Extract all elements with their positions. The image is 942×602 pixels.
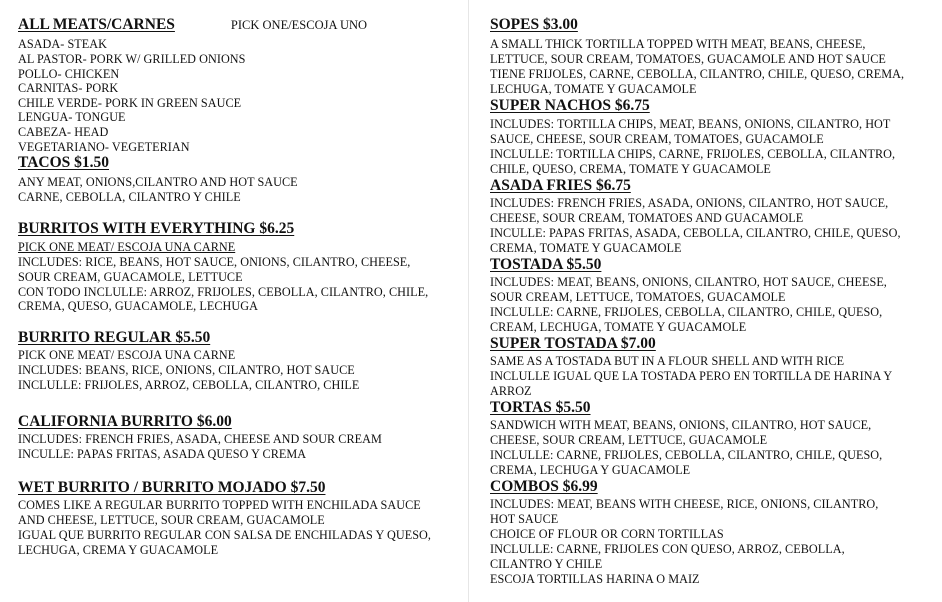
meats-heading [18, 16, 367, 34]
meat-item: POLLO- CHICKEN [18, 67, 120, 81]
california-burrito-heading: CALIFORNIA BURRITO $6.00 [18, 413, 232, 430]
sopes-line: LECHUGA, TOMATE Y GUACAMOLE [490, 82, 697, 96]
super-nachos-line: INCLUDES: TORTILLA CHIPS, MEAT, BEANS, ONIONS, CILANTRO, HOT [490, 117, 891, 131]
burritos-everything-line: INCLUDES: RICE, BEANS, HOT SAUCE, ONIONS, CILANTRO, CHEESE, [18, 255, 411, 269]
burrito-regular-heading: BURRITO REGULAR $5.50 [18, 329, 211, 346]
asada-fries-line: INCULLE: PAPAS FRITAS, ASADA, CEBOLLA, CILANTRO, CHILE, QUESO, [490, 226, 901, 240]
tostada-line: INCLUDES: MEAT, BEANS, ONIONS, CILANTRO, HOT SAUCE, CHEESE, [490, 275, 887, 289]
combos-line: INCLULLE: CARNE, FRIJOLES CON QUESO, ARROZ, CEBOLLA, [490, 542, 845, 556]
burrito-regular-line: PICK ONE MEAT/ ESCOJA UNA CARNE [18, 348, 236, 362]
wet-burrito-line: AND CHEESE, LETTUCE, SOUR CREAM, GUACAMOLE [18, 513, 325, 527]
tortas-line: SANDWICH WITH MEAT, BEANS, ONIONS, CILANTRO, HOT SAUCE, [490, 418, 872, 432]
wet-burrito-line: LECHUGA, CREMA Y GUACAMOLE [18, 543, 219, 557]
meat-item: CARNITAS- PORK [18, 81, 119, 95]
super-nachos-line: CHILE, QUESO, CREMA, TOMATE Y GUACAMOLE [490, 162, 771, 176]
page-fold [468, 0, 469, 602]
california-burrito-line: INCULLE: PAPAS FRITAS, ASADA QUESO Y CREMA [18, 447, 307, 461]
meat-item: ASADA- STEAK [18, 37, 107, 51]
combos-line: CHOICE OF FLOUR OR CORN TORTILLAS [490, 527, 724, 541]
tacos-line: ANY MEAT, ONIONS,CILANTRO AND HOT SAUCE [18, 175, 298, 189]
tacos-heading: TACOS $1.50 [18, 154, 110, 171]
asada-fries-line: INCLUDES: FRENCH FRIES, ASADA, ONIONS, CILANTRO, HOT SAUCE, [490, 196, 889, 210]
burritos-everything-line: CON TODO INCLULLE: ARROZ, FRIJOLES, CEBOLLA, CILANTRO, CHILE, [18, 285, 429, 299]
sopes-line: TIENE FRIJOLES, CARNE, CEBOLLA, CILANTRO, CHILE, QUESO, CREMA, [490, 67, 905, 81]
meat-item: VEGETARIANO- VEGETERIAN [18, 140, 190, 154]
tostada-line: SOUR CREAM, LETTUCE, TOMATOES, GUACAMOLE [490, 290, 786, 304]
wet-burrito-line: COMES LIKE A REGULAR BURRITO TOPPED WITH ENCHILADA SAUCE [18, 498, 421, 512]
meat-item: CABEZA- HEAD [18, 125, 109, 139]
tostada-line: CREAM, LECHUGA, TOMATE Y GUACAMOLE [490, 320, 747, 334]
burritos-everything-line: SOUR CREAM, GUACAMOLE, LETTUCE [18, 270, 243, 284]
sopes-heading: SOPES $3.00 [490, 16, 578, 33]
burritos-everything-line: CREMA, QUESO, GUACAMOLE, LECHUGA [18, 299, 258, 313]
super-tostada-line: INCLULLE IGUAL QUE LA TOSTADA PERO EN TORTILLA DE HARINA Y [490, 369, 893, 383]
tortas-heading: TORTAS $5.50 [490, 399, 591, 416]
tostada-line: INCLULLE: CARNE, FRIJOLES, CEBOLLA, CILANTRO, CHILE, QUESO, [490, 305, 883, 319]
asada-fries-line: CREMA, TOMATE Y GUACAMOLE [490, 241, 682, 255]
super-tostada-line: ARROZ [490, 384, 532, 398]
super-nachos-heading: SUPER NACHOS $6.75 [490, 97, 650, 114]
combos-line: INCLUDES: MEAT, BEANS WITH CHEESE, RICE, ONIONS, CILANTRO, [490, 497, 879, 511]
meat-item: LENGUA- TONGUE [18, 110, 126, 124]
wet-burrito-line: IGUAL QUE BURRITO REGULAR CON SALSA DE ENCHILADAS Y QUESO, [18, 528, 431, 542]
tortas-line: INCLULLE: CARNE, FRIJOLES, CEBOLLA, CILANTRO, CHILE, QUESO, [490, 448, 883, 462]
sopes-line: A SMALL THICK TORTILLA TOPPED WITH MEAT, BEANS, CHEESE, [490, 37, 866, 51]
super-nachos-line: SAUCE, CHEESE, SOUR CREAM, TOMATOES, GUACAMOLE [490, 132, 824, 146]
combos-line: HOT SAUCE [490, 512, 559, 526]
combos-heading: COMBOS $6.99 [490, 478, 598, 495]
super-tostada-heading: SUPER TOSTADA $7.00 [490, 335, 656, 352]
meat-item: AL PASTOR- PORK W/ GRILLED ONIONS [18, 52, 246, 66]
super-tostada-line: SAME AS A TOSTADA BUT IN A FLOUR SHELL AND WITH RICE [490, 354, 845, 368]
super-nachos-line: INCLULLE: TORTILLA CHIPS, CARNE, FRIJOLES, CEBOLLA, CILANTRO, [490, 147, 896, 161]
tortas-line: CHEESE, SOUR CREAM, LETTUCE, GUACAMOLE [490, 433, 768, 447]
asada-fries-line: CHEESE, SOUR CREAM, TOMATOES AND GUACAMOLE [490, 211, 804, 225]
tacos-line: CARNE, CEBOLLA, CILANTRO Y CHILE [18, 190, 241, 204]
wet-burrito-heading: WET BURRITO / BURRITO MOJADO $7.50 [18, 479, 326, 496]
tostada-heading: TOSTADA $5.50 [490, 256, 602, 273]
burritos-everything-line: PICK ONE MEAT/ ESCOJA UNA CARNE [18, 240, 236, 254]
burritos-everything-heading: BURRITOS WITH EVERYTHING $6.25 [18, 220, 295, 237]
burrito-regular-line: INCLULLE: FRIJOLES, ARROZ, CEBOLLA, CILANTRO, CHILE [18, 378, 360, 392]
combos-line: CILANTRO Y CHILE [490, 557, 603, 571]
meats-pick-note: PICK ONE/ESCOJA UNO [230, 18, 368, 32]
meat-item: CHILE VERDE- PORK IN GREEN SAUCE [18, 96, 242, 110]
asada-fries-heading: ASADA FRIES $6.75 [490, 177, 631, 194]
tortas-line: CREMA, LECHUGA Y GUACAMOLE [490, 463, 691, 477]
sopes-line: LETTUCE, SOUR CREAM, TOMATOES, GUACAMOLE AND HOT SAUCE [490, 52, 886, 66]
combos-line: ESCOJA TORTILLAS HARINA O MAIZ [490, 572, 700, 586]
burrito-regular-line: INCLUDES: BEANS, RICE, ONIONS, CILANTRO, HOT SAUCE [18, 363, 355, 377]
meats-title: ALL MEATS/CARNES [18, 16, 175, 33]
california-burrito-line: INCLUDES: FRENCH FRIES, ASADA, CHEESE AND SOUR CREAM [18, 432, 382, 446]
